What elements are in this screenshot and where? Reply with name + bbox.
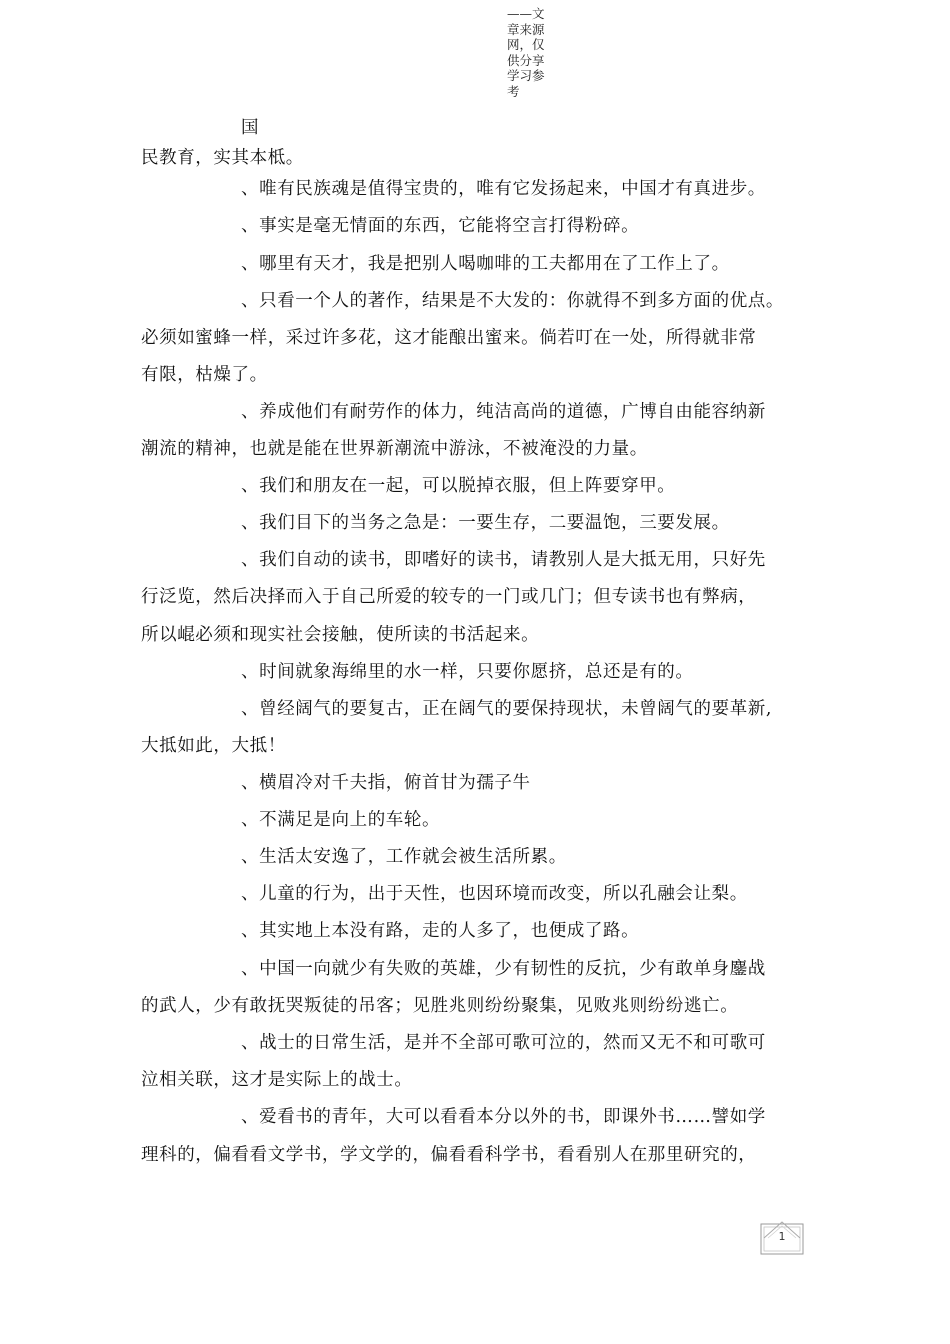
text-line: 行泛览，然后决择而入于自己所爱的较专的一门或几门；但专读书也有弊病， (141, 587, 757, 607)
text-line: 、我们目下的当务之急是：一要生存，二要温饱，三要发展。 (241, 513, 730, 533)
text-line: 、时间就象海绵里的水一样，只要你愿挤，总还是有的。 (241, 662, 694, 682)
text-line: 、爱看书的青年，大可以看看本分以外的书，即课外书……譬如学 (241, 1107, 766, 1127)
text-line: 的武人，少有敢抚哭叛徒的吊客；见胜兆则纷纷聚集，见败兆则纷纷逃亡。 (141, 996, 739, 1016)
text-line: 、我们自动的读书，即嗜好的读书，请教别人是大抵无用，只好先 (241, 550, 766, 570)
text-line: 国 (241, 118, 260, 138)
text-line: 民教育，实其本柢。 (141, 148, 304, 168)
text-line: 理科的，偏看看文学书，学文学的，偏看看科学书，看看别人在那里研究的， (141, 1145, 757, 1165)
text-line: 、事实是毫无情面的东西，它能将空言打得粉碎。 (241, 216, 640, 236)
text-line: 、哪里有天才，我是把别人喝咖啡的工夫都用在了工作上了。 (241, 254, 730, 274)
text-line: 、战士的日常生活，是并不全部可歌可泣的，然而又无不和可歌可 (241, 1033, 766, 1053)
page-number: 1 (778, 1230, 786, 1243)
text-line: 、不满足是向上的车轮。 (241, 810, 441, 830)
text-line: 泣相关联，这才是实际上的战士。 (141, 1070, 413, 1090)
text-line: 、养成他们有耐劳作的体力，纯洁高尚的道德，广博自由能容纳新 (241, 402, 766, 422)
text-line: 大抵如此，大抵！ (141, 736, 286, 756)
text-line: 、生活太安逸了，工作就会被生活所累。 (241, 847, 567, 867)
text-line: 有限，枯燥了。 (141, 365, 268, 385)
page-number-badge (760, 1218, 804, 1256)
text-line: 、中国一向就少有失败的英雄，少有韧性的反抗，少有敢单身鏖战 (241, 959, 766, 979)
text-line: 、曾经阔气的要复古，正在阔气的要保持现状，未曾阔气的要革新, (241, 699, 773, 719)
text-line: 、只看一个人的著作，结果是不大发的：你就得不到多方面的优点。 (241, 291, 784, 311)
text-line: 、儿童的行为，出于天性，也因环境而改变，所以孔融会让梨。 (241, 884, 748, 904)
text-line: 、其实地上本没有路，走的人多了，也便成了路。 (241, 921, 640, 941)
text-line: 潮流的精神，也就是能在世界新潮流中游泳，不被淹没的力量。 (141, 439, 648, 459)
text-line: 必须如蜜蜂一样，采过许多花，这才能酿出蜜来。倘若叮在一处，所得就非常 (141, 328, 757, 348)
header-note: ——文章来源网，仅供分享学习参考 (507, 6, 545, 99)
text-line: 、唯有民族魂是值得宝贵的，唯有它发扬起来，中国才有真进步。 (241, 179, 766, 199)
text-line: 、横眉冷对千夫指，俯首甘为孺子牛 (241, 773, 531, 793)
text-line: 所以崐必须和现实社会接触，使所读的书活起来。 (141, 625, 540, 645)
text-line: 、我们和朋友在一起，可以脱掉衣服，但上阵要穿甲。 (241, 476, 676, 496)
